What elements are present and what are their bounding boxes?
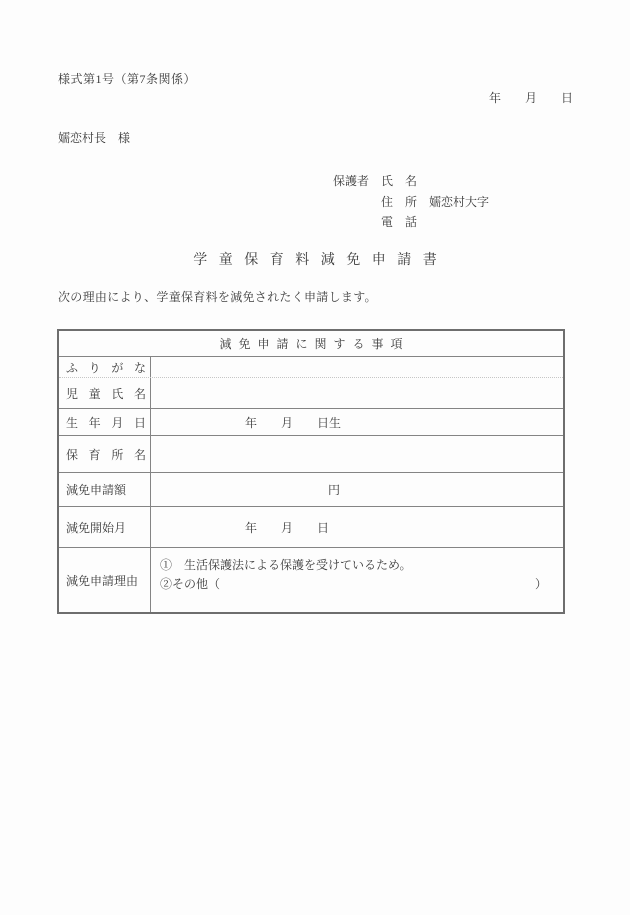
table-row-reduction-reason bbox=[59, 547, 563, 612]
table-row-reduction-start bbox=[59, 506, 563, 547]
guardian-address-line: 住 所 嬬恋村大字 bbox=[333, 194, 490, 209]
reason-option-2: ②その他（ ） bbox=[160, 575, 547, 594]
addressee-line: 嬬恋村長 様 bbox=[58, 131, 131, 145]
application-table bbox=[57, 329, 565, 614]
form-number: 様式第1号（第7条関係） bbox=[58, 72, 197, 86]
table-row-furigana bbox=[59, 356, 563, 377]
reason-option-1: ① 生活保護法による保護を受けているため。 bbox=[160, 558, 412, 572]
birth-date-field: 年 月 日生 bbox=[245, 415, 342, 430]
row-label: 生年月日 bbox=[59, 409, 151, 435]
child-name-field bbox=[151, 378, 563, 408]
nursery-name-field bbox=[151, 436, 563, 472]
furigana-field bbox=[151, 357, 563, 377]
table-row-nursery-name bbox=[59, 435, 563, 472]
row-label: ふりがな bbox=[59, 357, 151, 377]
intro-sentence: 次の理由により、学童保育料を減免されたく申請します。 bbox=[58, 290, 377, 304]
reduction-amount-field: 円 bbox=[328, 483, 341, 497]
table-row-birth-date bbox=[59, 408, 563, 435]
table-header: 減免申請に関する事項 bbox=[219, 337, 410, 351]
table-row-reduction-amount bbox=[59, 472, 563, 506]
reduction-start-field: 年 月 日 bbox=[245, 520, 330, 535]
document-title: 学童保育料減免申請書 bbox=[193, 253, 449, 268]
table-row-child-name bbox=[59, 377, 563, 408]
guardian-name-line: 保護者 氏 名 bbox=[333, 174, 418, 188]
guardian-phone-line: 電 話 bbox=[333, 215, 418, 229]
row-label: 減免申請理由 bbox=[59, 548, 151, 612]
reduction-reason-field bbox=[151, 548, 563, 612]
row-label: 減免開始月 bbox=[59, 507, 151, 547]
date-line: 年 月 日 bbox=[488, 91, 573, 105]
reason-blank-space bbox=[220, 575, 535, 594]
row-label: 児童氏名 bbox=[59, 378, 151, 408]
row-label: 減免申請額 bbox=[59, 473, 151, 506]
row-label: 保育所名 bbox=[59, 436, 151, 472]
guardian-block bbox=[333, 171, 489, 233]
